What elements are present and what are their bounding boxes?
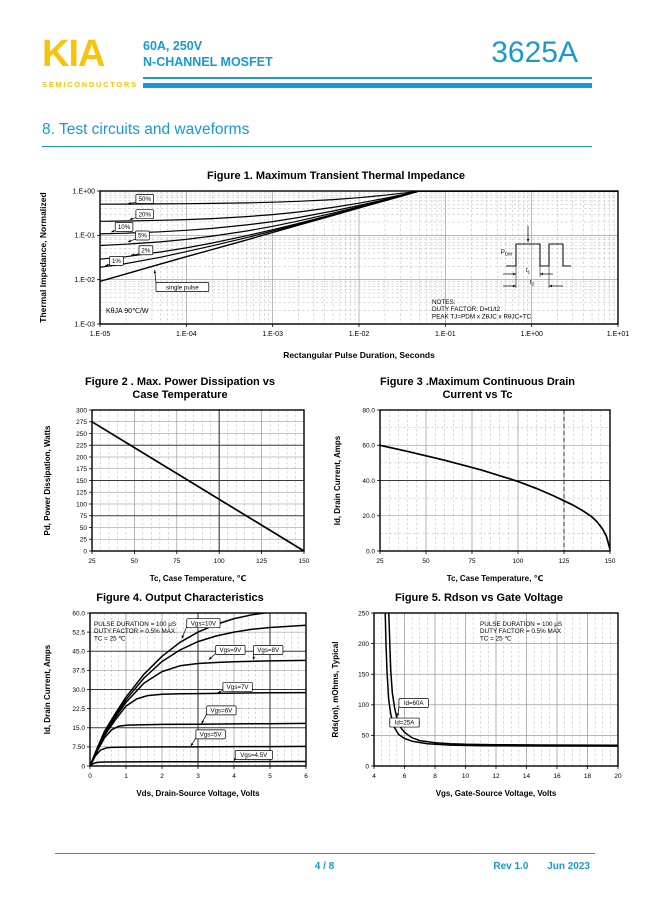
svg-text:1.E-04: 1.E-04 xyxy=(176,331,197,338)
svg-text:125: 125 xyxy=(76,489,87,497)
svg-text:1.E+00: 1.E+00 xyxy=(520,331,543,338)
svg-text:1.E+00: 1.E+00 xyxy=(72,188,95,196)
svg-text:275: 275 xyxy=(76,419,87,427)
svg-text:0.0: 0.0 xyxy=(365,548,375,556)
svg-text:2: 2 xyxy=(160,773,164,780)
svg-text:100: 100 xyxy=(358,702,369,710)
footer-rule xyxy=(55,853,595,854)
figure-2-chart xyxy=(40,405,320,585)
svg-text:TC = 25 ℃: TC = 25 ℃ xyxy=(94,635,126,643)
svg-text:single pulse: single pulse xyxy=(166,284,199,292)
svg-text:Vgs, Gate-Source Voltage, Volt: Vgs, Gate-Source Voltage, Volts xyxy=(435,789,557,798)
svg-text:Rds(on), mOhms, Typical: Rds(on), mOhms, Typical xyxy=(331,641,340,738)
svg-text:t1: $t_1$ xyxy=(526,268,531,275)
svg-text:Vgs=5V: Vgs=5V xyxy=(199,731,222,739)
svg-text:175: 175 xyxy=(76,466,87,474)
svg-text:25: 25 xyxy=(79,536,87,544)
svg-text:Id=60A: Id=60A xyxy=(403,700,424,708)
svg-text:0: 0 xyxy=(88,773,92,780)
svg-text:Vgs=9V: Vgs=9V xyxy=(219,647,242,655)
part-type-line: N-CHANNEL MOSFET xyxy=(143,55,273,69)
svg-text:DUTY FACTOR: D=t1/t2: DUTY FACTOR: D=t1/t2 xyxy=(432,306,501,314)
svg-text:Vgs=7V: Vgs=7V xyxy=(226,684,249,692)
svg-text:25: 25 xyxy=(376,558,384,565)
svg-text:60.0: 60.0 xyxy=(72,610,85,618)
part-description xyxy=(143,38,273,70)
kia-logo: KIA xyxy=(42,33,105,75)
figure-1 xyxy=(36,170,636,362)
svg-text:t2: $t_2$ xyxy=(530,280,535,287)
svg-text:NOTES:: NOTES: xyxy=(432,299,456,306)
figure-3-title: Figure 3 .Maximum Continuous Drain Current vs Tc xyxy=(380,376,575,401)
revision-date: Jun 2023 xyxy=(547,861,590,872)
svg-text:Tc, Case Temperature, ℃: Tc, Case Temperature, ℃ xyxy=(446,574,544,583)
svg-text:20: 20 xyxy=(614,773,622,780)
svg-text:3: 3 xyxy=(196,773,200,780)
svg-text:7.50: 7.50 xyxy=(72,744,85,752)
svg-text:1: 1 xyxy=(124,773,128,780)
svg-text:PEAK TJ=PDM x ZθJC x RθJC+TC: PEAK TJ=PDM x ZθJC x RθJC+TC xyxy=(432,313,532,321)
svg-text:250: 250 xyxy=(76,430,87,438)
svg-text:Thermal Impedance, Normalized: Thermal Impedance, Normalized xyxy=(38,192,48,323)
figure-3 xyxy=(330,376,625,585)
svg-text:37.5: 37.5 xyxy=(72,667,85,675)
svg-text:8: 8 xyxy=(433,773,437,780)
svg-text:16: 16 xyxy=(553,773,561,780)
svg-text:20.0: 20.0 xyxy=(362,513,375,521)
svg-text:50: 50 xyxy=(130,558,139,565)
svg-text:Rectangular Pulse Duration, Se: Rectangular Pulse Duration, Seconds xyxy=(283,350,435,360)
svg-text:5: 5 xyxy=(268,773,272,780)
svg-text:1.E-03: 1.E-03 xyxy=(262,331,283,338)
svg-text:60.0: 60.0 xyxy=(362,442,375,450)
svg-text:100: 100 xyxy=(512,558,524,565)
svg-text:300: 300 xyxy=(76,407,87,415)
svg-text:1.E-01: 1.E-01 xyxy=(74,232,95,240)
svg-text:1.E-02: 1.E-02 xyxy=(74,276,95,284)
svg-text:0: 0 xyxy=(83,548,87,556)
svg-text:PULSE DURATION = 100 μS: PULSE DURATION = 100 μS xyxy=(94,621,177,628)
svg-text:12: 12 xyxy=(492,773,500,780)
svg-text:14: 14 xyxy=(522,773,531,780)
svg-text:225: 225 xyxy=(76,442,87,450)
svg-text:6: 6 xyxy=(304,773,308,780)
svg-text:40.0: 40.0 xyxy=(362,477,375,485)
svg-text:25: 25 xyxy=(88,558,96,565)
svg-text:80.0: 80.0 xyxy=(362,407,375,415)
svg-text:50: 50 xyxy=(361,732,369,740)
svg-text:1.E-03: 1.E-03 xyxy=(74,321,95,329)
part-number: 3625A xyxy=(491,36,578,69)
svg-text:125: 125 xyxy=(558,558,570,565)
figure-4-title: Figure 4. Output Characteristics xyxy=(96,592,264,604)
svg-text:20%: 20% xyxy=(138,211,151,219)
svg-text:4: 4 xyxy=(232,773,236,780)
svg-text:PULSE DURATION = 100 μS: PULSE DURATION = 100 μS xyxy=(480,621,563,628)
svg-text:100: 100 xyxy=(213,558,225,565)
svg-text:10%: 10% xyxy=(117,224,131,232)
svg-text:DUTY FACTOR = 0.5% MAX: DUTY FACTOR = 0.5% MAX xyxy=(480,628,562,636)
svg-text:5%: 5% xyxy=(137,232,147,240)
page-number: 4 / 8 xyxy=(314,861,335,872)
svg-text:Vgs=4.5V: Vgs=4.5V xyxy=(240,752,268,760)
svg-text:75: 75 xyxy=(79,513,87,521)
svg-text:Vds, Drain-Source Voltage, Vol: Vds, Drain-Source Voltage, Volts xyxy=(136,789,260,798)
svg-text:200: 200 xyxy=(358,640,369,648)
svg-text:15.0: 15.0 xyxy=(72,725,85,733)
svg-text:75: 75 xyxy=(468,558,476,565)
svg-text:200: 200 xyxy=(76,454,87,462)
svg-text:Vgs=6V: Vgs=6V xyxy=(210,707,233,715)
svg-text:1.E-02: 1.E-02 xyxy=(348,331,370,338)
svg-text:TC = 25 ℃: TC = 25 ℃ xyxy=(480,635,512,643)
revision-label: Rev 1.0 xyxy=(493,861,529,872)
figure-2-title: Figure 2 . Max. Power Dissipation vs Case Temperature xyxy=(84,376,276,401)
svg-text:Pd, Power Dissipation, Watts: Pd, Power Dissipation, Watts xyxy=(43,425,52,536)
kia-logo-subtitle: SEMICONDUCTORS xyxy=(42,80,138,89)
svg-text:0: 0 xyxy=(365,763,369,771)
svg-text:1.E-01: 1.E-01 xyxy=(435,331,456,338)
svg-text:Tc, Case Temperature, ℃: Tc, Case Temperature, ℃ xyxy=(149,574,247,583)
svg-text:100: 100 xyxy=(76,501,87,509)
header-rule-thin xyxy=(143,77,592,79)
svg-text:22.5: 22.5 xyxy=(72,705,85,713)
svg-text:30.0: 30.0 xyxy=(72,686,85,694)
svg-text:Vgs=10V: Vgs=10V xyxy=(190,620,217,628)
figure-4 xyxy=(40,592,320,800)
svg-text:2%: 2% xyxy=(141,247,151,255)
svg-text:18: 18 xyxy=(583,773,592,780)
section-heading: 8. Test circuits and waveforms xyxy=(42,121,250,138)
svg-text:4: 4 xyxy=(372,773,376,780)
figure-1-title: Figure 1. Maximum Transient Thermal Impedance xyxy=(207,170,465,182)
svg-text:Vgs=8V: Vgs=8V xyxy=(257,647,280,655)
svg-text:150: 150 xyxy=(358,671,369,679)
figure-2 xyxy=(40,376,320,585)
svg-text:52.5: 52.5 xyxy=(72,629,85,637)
svg-text:Id, Drain Current, Amps: Id, Drain Current, Amps xyxy=(333,435,342,526)
svg-text:1.E-05: 1.E-05 xyxy=(89,331,111,338)
svg-text:PDM: $P_{DM}$ xyxy=(500,249,512,257)
figure-5 xyxy=(328,592,630,800)
svg-text:DUTY FACTOR = 0.5% MAX: DUTY FACTOR = 0.5% MAX xyxy=(94,628,176,636)
section-heading-rule xyxy=(42,146,592,147)
svg-text:Id=25A: Id=25A xyxy=(394,719,415,727)
svg-text:50%: 50% xyxy=(138,196,151,204)
svg-text:125: 125 xyxy=(256,558,268,565)
svg-text:Id, Drain Current, Amps: Id, Drain Current, Amps xyxy=(43,644,52,735)
svg-text:150: 150 xyxy=(298,558,310,565)
svg-text:250: 250 xyxy=(358,610,369,618)
svg-text:50: 50 xyxy=(79,524,87,532)
svg-text:6: 6 xyxy=(402,773,407,780)
part-spec-line: 60A, 250V xyxy=(143,39,203,53)
figure-5-chart xyxy=(328,608,630,800)
svg-text:1.E+01: 1.E+01 xyxy=(606,331,630,338)
svg-text:1%: 1% xyxy=(111,258,121,266)
svg-text:75: 75 xyxy=(173,558,181,565)
svg-text:10: 10 xyxy=(461,773,470,780)
figure-4-chart xyxy=(40,608,320,800)
svg-text:150: 150 xyxy=(76,477,87,485)
svg-text:50: 50 xyxy=(422,558,430,565)
header-rule-thick xyxy=(143,83,592,88)
figure-5-title: Figure 5. Rdson vs Gate Voltage xyxy=(395,592,563,604)
svg-text:150: 150 xyxy=(604,558,616,565)
figure-1-chart xyxy=(36,186,636,362)
svg-text:45.0: 45.0 xyxy=(72,648,85,656)
figure-3-chart xyxy=(330,405,625,585)
svg-text:0: 0 xyxy=(81,763,85,771)
svg-text:KθJA 90℃/W: KθJA 90℃/W xyxy=(106,308,149,315)
revision-info xyxy=(493,861,590,872)
